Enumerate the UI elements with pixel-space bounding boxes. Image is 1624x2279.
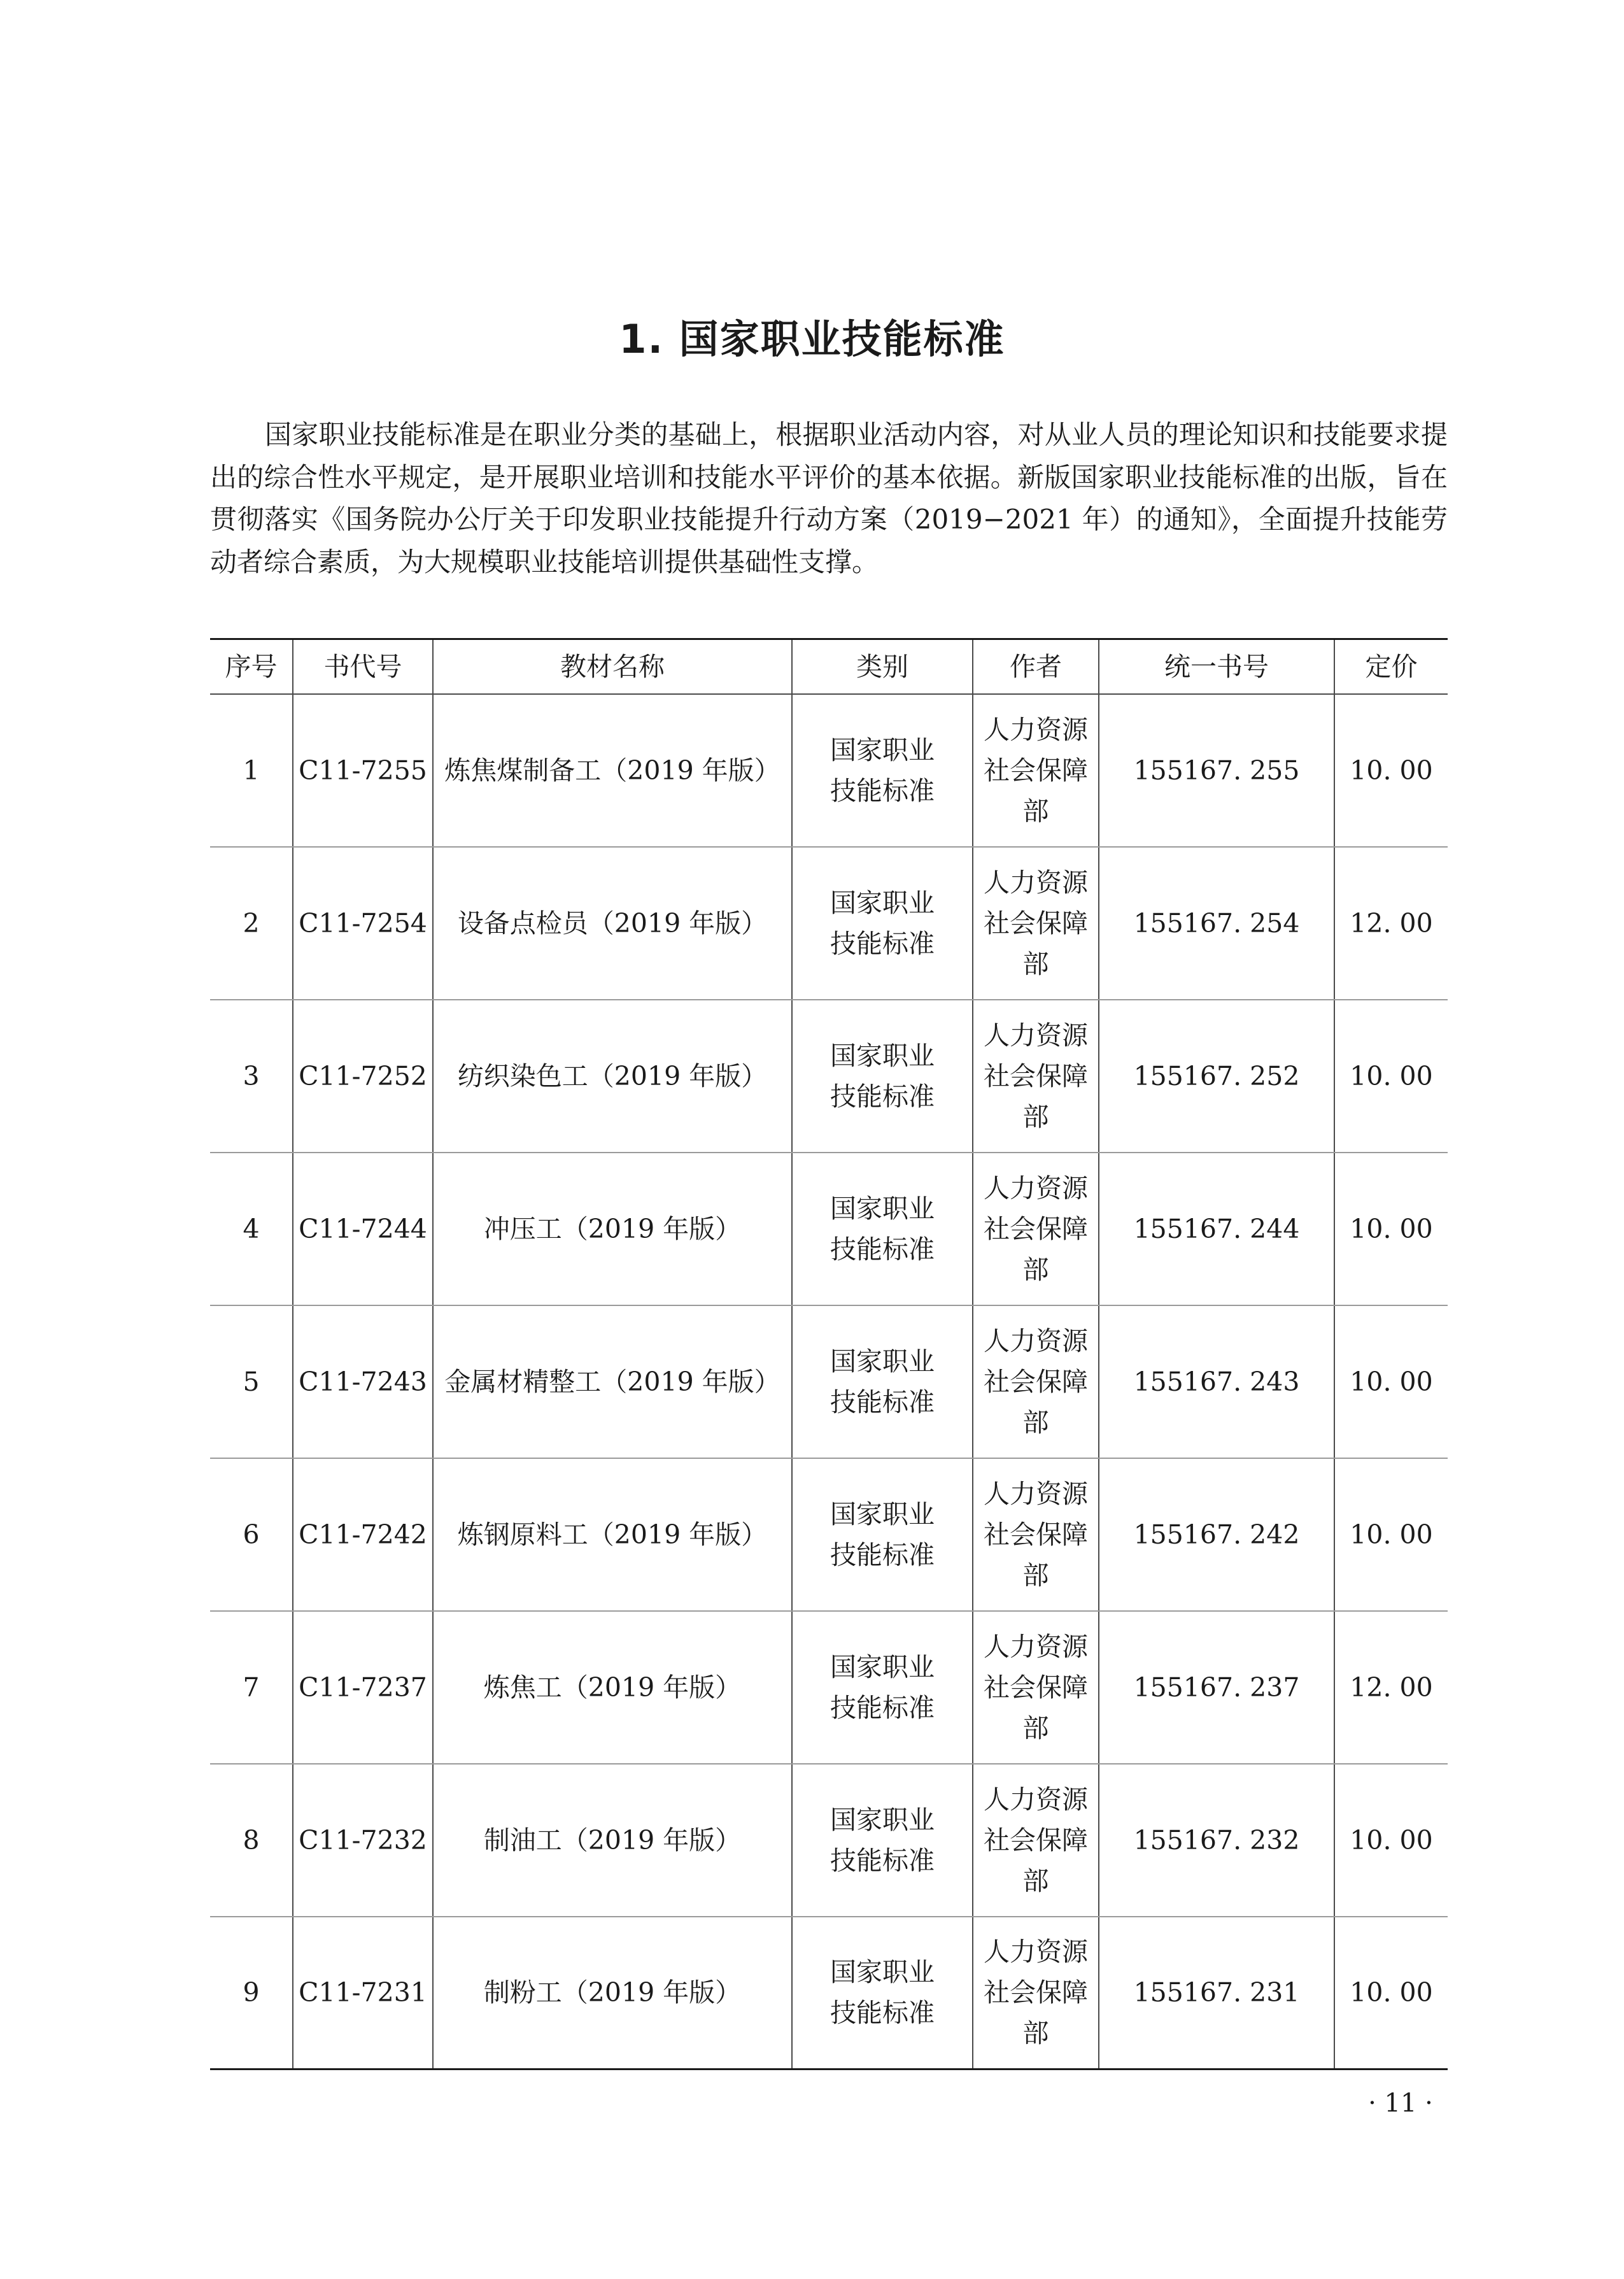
- author-line: 人力资源: [984, 1631, 1088, 1662]
- intro-text: 国家职业技能标准是在职业分类的基础上，根据职业活动内容，对从业人员的理论知识和技能要求提出的综合性水平规定，是开展职业培训和技能水平评价的基本依据。新版国家职业技能标准的出版，旨在贯彻落实《国务院办公厅关于印发职业技能提升行动方案（2019−2021 年）的通知》，全面提升技能劳动者综合素质，为大规模职业技能培训提供基础性支撑。: [210, 419, 1448, 578]
- cell-author: [973, 1917, 1099, 2070]
- cell-code: C11-7237: [293, 1611, 433, 1764]
- cell-name: 炼钢原料工（2019 年版）: [433, 1458, 792, 1611]
- category-line: 国家职业: [830, 1498, 935, 1530]
- cell-price: 10. 00: [1334, 1305, 1448, 1458]
- cell-isbn: 155167. 231: [1099, 1917, 1334, 2070]
- table-row: [210, 1458, 1448, 1611]
- page-number: · 11 ·: [1368, 2089, 1433, 2118]
- table-row: [210, 1305, 1448, 1458]
- cell-code: C11-7231: [293, 1917, 433, 2070]
- cell-isbn: 155167. 243: [1099, 1305, 1334, 1458]
- cell-author: [973, 1153, 1099, 1305]
- author-line: 社会保障: [984, 1519, 1088, 1550]
- cell-price: 12. 00: [1334, 1611, 1448, 1764]
- cell-category: [792, 1458, 973, 1611]
- category-line: 国家职业: [830, 734, 935, 765]
- category-line: 国家职业: [830, 1040, 935, 1071]
- cell-category: [792, 1000, 973, 1153]
- cell-name: 炼焦煤制备工（2019 年版）: [433, 694, 792, 847]
- cell-code: C11-7252: [293, 1000, 433, 1153]
- table-row: [210, 1000, 1448, 1153]
- cell-price: 10. 00: [1334, 1458, 1448, 1611]
- cell-price: 12. 00: [1334, 847, 1448, 1000]
- author-line: 社会保障: [984, 1977, 1088, 2008]
- author-line: 人力资源: [984, 1784, 1088, 1815]
- cell-no: 8: [210, 1764, 293, 1917]
- author-line: 人力资源: [984, 1172, 1088, 1203]
- intro-paragraph: [210, 414, 1448, 583]
- author-line: 部: [1022, 795, 1049, 827]
- cell-code: C11-7243: [293, 1305, 433, 1458]
- category-line: 技能标准: [830, 1998, 935, 2029]
- cell-no: 1: [210, 694, 293, 847]
- header-category: 类别: [792, 639, 973, 694]
- cell-isbn: 155167. 252: [1099, 1000, 1334, 1153]
- table-row: [210, 1611, 1448, 1764]
- cell-category: [792, 1611, 973, 1764]
- header-code: 书代号: [293, 639, 433, 694]
- cell-no: 7: [210, 1611, 293, 1764]
- cell-isbn: 155167. 242: [1099, 1458, 1334, 1611]
- cell-no: 2: [210, 847, 293, 1000]
- cell-code: C11-7242: [293, 1458, 433, 1611]
- cell-price: 10. 00: [1334, 1917, 1448, 2070]
- cell-name: 金属材精整工（2019 年版）: [433, 1305, 792, 1458]
- book-catalog-table: [210, 638, 1448, 2070]
- cell-category: [792, 1764, 973, 1917]
- author-line: 社会保障: [984, 907, 1088, 939]
- category-line: 技能标准: [830, 1845, 935, 1876]
- category-line: 国家职业: [830, 887, 935, 918]
- author-line: 部: [1022, 1559, 1049, 1591]
- author-line: 人力资源: [984, 1325, 1088, 1356]
- author-line: 社会保障: [984, 1060, 1088, 1091]
- author-line: 人力资源: [984, 867, 1088, 898]
- cell-name: 制粉工（2019 年版）: [433, 1917, 792, 2070]
- cell-isbn: 155167. 244: [1099, 1153, 1334, 1305]
- cell-code: C11-7244: [293, 1153, 433, 1305]
- author-line: 社会保障: [984, 1213, 1088, 1244]
- header-author: 作者: [973, 639, 1099, 694]
- cell-category: [792, 847, 973, 1000]
- category-line: 国家职业: [830, 1193, 935, 1224]
- author-line: 部: [1022, 948, 1049, 979]
- author-line: 社会保障: [984, 1366, 1088, 1397]
- author-line: 部: [1022, 2018, 1049, 2049]
- cell-no: 5: [210, 1305, 293, 1458]
- cell-price: 10. 00: [1334, 1153, 1448, 1305]
- author-line: 部: [1022, 1101, 1049, 1132]
- cell-no: 3: [210, 1000, 293, 1153]
- category-line: 国家职业: [830, 1651, 935, 1682]
- cell-isbn: 155167. 237: [1099, 1611, 1334, 1764]
- cell-category: [792, 694, 973, 847]
- cell-category: [792, 1305, 973, 1458]
- cell-name: 制油工（2019 年版）: [433, 1764, 792, 1917]
- cell-name: 纺织染色工（2019 年版）: [433, 1000, 792, 1153]
- cell-author: [973, 1305, 1099, 1458]
- author-line: 人力资源: [984, 1478, 1088, 1509]
- header-no: 序号: [210, 639, 293, 694]
- cell-no: 9: [210, 1917, 293, 2070]
- author-line: 部: [1022, 1254, 1049, 1285]
- cell-author: [973, 1000, 1099, 1153]
- author-line: 部: [1022, 1407, 1049, 1438]
- header-isbn: 统一书号: [1099, 639, 1334, 694]
- section-title: 1. 国家职业技能标准: [619, 316, 1005, 362]
- author-line: 部: [1022, 1712, 1049, 1743]
- author-line: 社会保障: [984, 755, 1088, 786]
- author-line: 人力资源: [984, 714, 1088, 745]
- table-row: [210, 694, 1448, 847]
- header-name: 教材名称: [433, 639, 792, 694]
- cell-author: [973, 1611, 1099, 1764]
- cell-price: 10. 00: [1334, 1000, 1448, 1153]
- cell-isbn: 155167. 254: [1099, 847, 1334, 1000]
- cell-category: [792, 1917, 973, 2070]
- category-line: 技能标准: [830, 1386, 935, 1417]
- category-line: 技能标准: [830, 1692, 935, 1723]
- cell-name: 炼焦工（2019 年版）: [433, 1611, 792, 1764]
- author-line: 社会保障: [984, 1672, 1088, 1703]
- cell-author: [973, 694, 1099, 847]
- cell-price: 10. 00: [1334, 694, 1448, 847]
- cell-name: 设备点检员（2019 年版）: [433, 847, 792, 1000]
- cell-author: [973, 1458, 1099, 1611]
- category-line: 技能标准: [830, 928, 935, 959]
- cell-no: 4: [210, 1153, 293, 1305]
- header-price: 定价: [1334, 639, 1448, 694]
- author-line: 人力资源: [984, 1936, 1088, 1968]
- author-line: 社会保障: [984, 1824, 1088, 1856]
- cell-name: 冲压工（2019 年版）: [433, 1153, 792, 1305]
- category-line: 技能标准: [830, 1233, 935, 1265]
- cell-isbn: 155167. 232: [1099, 1764, 1334, 1917]
- author-line: 部: [1022, 1865, 1049, 1896]
- category-line: 国家职业: [830, 1957, 935, 1988]
- table-row: [210, 1153, 1448, 1305]
- table-row: [210, 1764, 1448, 1917]
- category-line: 国家职业: [830, 1804, 935, 1835]
- category-line: 技能标准: [830, 1539, 935, 1570]
- cell-no: 6: [210, 1458, 293, 1611]
- table-header-row: [210, 639, 1448, 694]
- cell-price: 10. 00: [1334, 1764, 1448, 1917]
- cell-isbn: 155167. 255: [1099, 694, 1334, 847]
- category-line: 技能标准: [830, 1081, 935, 1112]
- cell-category: [792, 1153, 973, 1305]
- cell-author: [973, 1764, 1099, 1917]
- author-line: 人力资源: [984, 1019, 1088, 1051]
- category-line: 国家职业: [830, 1345, 935, 1377]
- category-line: 技能标准: [830, 775, 935, 806]
- cell-code: C11-7254: [293, 847, 433, 1000]
- table-row: [210, 847, 1448, 1000]
- cell-code: C11-7255: [293, 694, 433, 847]
- cell-code: C11-7232: [293, 1764, 433, 1917]
- table-row: [210, 1917, 1448, 2070]
- cell-author: [973, 847, 1099, 1000]
